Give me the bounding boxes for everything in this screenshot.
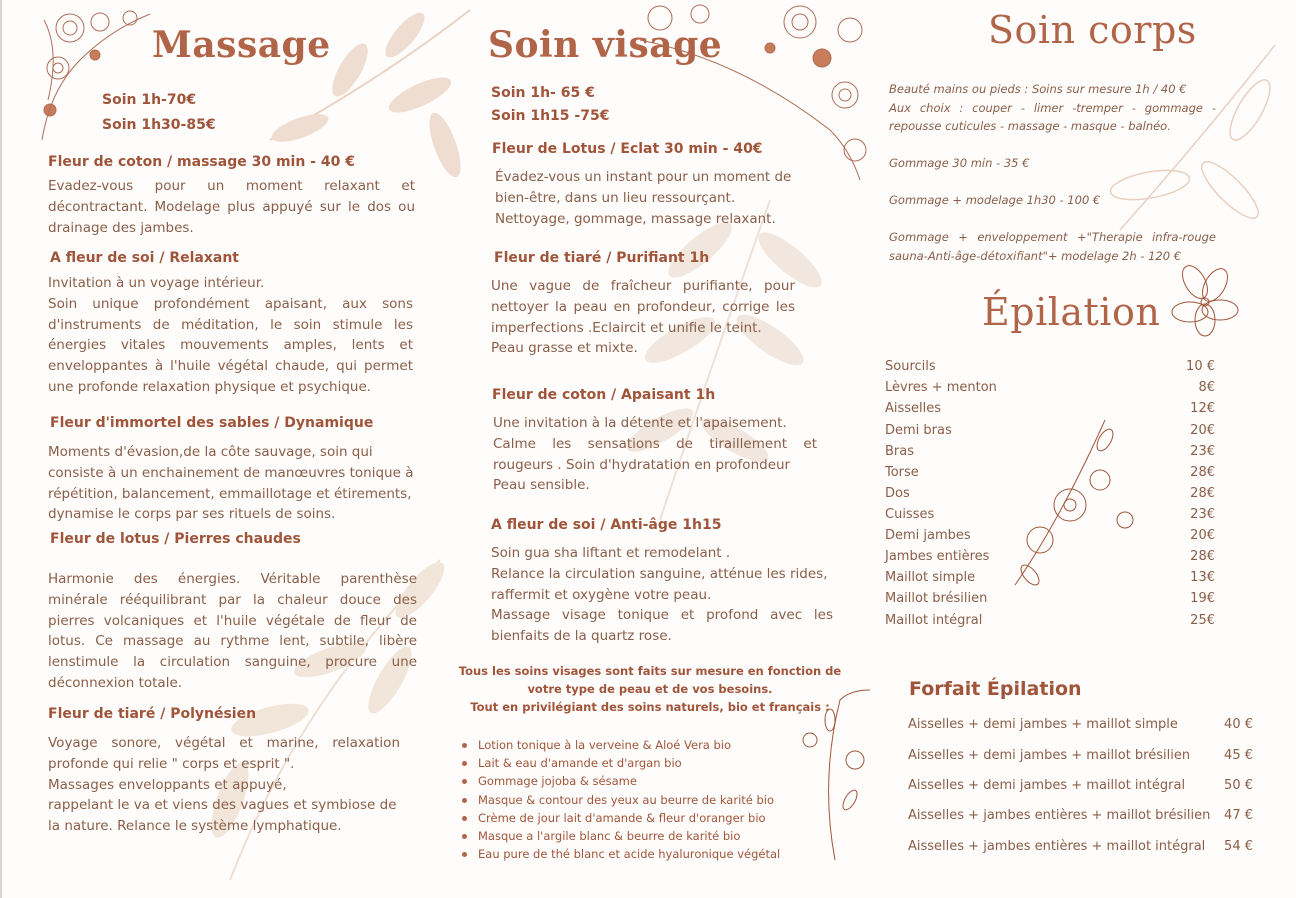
forfait-title: Forfait Épilation xyxy=(909,678,1082,700)
list-item: Masque & contour des yeux au beurre de karité bio xyxy=(460,791,780,809)
table-row: Torse 28€ xyxy=(885,465,1215,480)
corps-text: Beauté mains ou pieds : Soins sur mesure 1h / 40 € Aux choix : couper - limer -tremper - gommage - repousse cuticules - massage - masque - balnéo. Gommage 30 min - 35 € Gommage + modelage 1h30 - 100 € Gommage + enveloppement +"Therapie infra-rouge sauna-Anti-âge-détoxifiant"+ modelage 2h - 120 € xyxy=(889,82,1216,263)
table-row: Lèvres + menton 8€ xyxy=(885,380,1215,395)
flower-icon xyxy=(1172,261,1238,336)
list-item: Eau pure de thé blanc et acide hyaluronique végétal xyxy=(460,845,780,863)
table-row: Aisselles 12€ xyxy=(885,401,1215,416)
visage-section-text: Une vague de fraîcheur purifiante, pour nettoyer la peau en profondeur, corrige les imperfections .Eclaircit et unifie le teint. Peau grasse et mixte. xyxy=(491,278,795,357)
visage-section-title: Fleur de Lotus / Eclat 30 min - 40€ xyxy=(492,141,763,157)
massage-price-1h30: Soin 1h30-85€ xyxy=(102,117,216,133)
massage-price-1h: Soin 1h-70€ xyxy=(102,92,197,108)
list-item: Crème de jour lait d'amande & fleur d'oranger bio xyxy=(460,809,780,827)
table-row: Bras 23€ xyxy=(885,444,1215,459)
massage-section-text: Voyage sonore, végétal et marine, relaxation profonde qui relie " corps et esprit ". Massages enveloppants et appuyé, rappelant le va et viens des vagues et symbiose de la nature. Relance le système lymphatique. xyxy=(48,735,400,835)
visage-note: Tous les soins visages sont faits sur mesure en fonction de votre type de peau et de vos besoins. Tout en privilégiant des soins naturels, bio et français : xyxy=(458,664,842,714)
massage-section-text: Moments d'évasion,de la côte sauvage, soin qui consiste à un enchainement de manœuvres tonique à répétition, balancement, emmaillotage et étirements, dynamise le corps par ses rituels de soins. xyxy=(48,444,414,523)
table-row: Demi bras 20€ xyxy=(885,423,1215,438)
table-row: Dos 28€ xyxy=(885,486,1215,501)
table-row: Maillot simple 13€ xyxy=(885,570,1215,585)
massage-section-text: Evadez-vous pour un moment relaxant et décontractant. Modelage plus appuyé sur le dos ou drainage des jambes. xyxy=(48,178,415,236)
table-row: Demi jambes 20€ xyxy=(885,528,1215,543)
table-row: Jambes entières 28€ xyxy=(885,549,1215,564)
table-row: Aisselles + demi jambes + maillot intégral 50 € xyxy=(908,778,1253,793)
massage-section-title: Fleur de lotus / Pierres chaudes xyxy=(50,531,301,547)
visage-price-1h15: Soin 1h15 -75€ xyxy=(491,108,610,124)
visage-section-title: Fleur de coton / Apaisant 1h xyxy=(492,387,716,403)
visage-section-title: A fleur de soi / Anti-âge 1h15 xyxy=(491,517,722,533)
massage-section-title: Fleur de tiaré / Polynésien xyxy=(48,706,257,722)
massage-section-text: Harmonie des énergies. Véritable parenthèse minérale rééquilibrant par la chaleur douce des pierres volcaniques et l'huile végétale de fleur de lotus. Ce massage au rythme lent, subtile, libère lenstimule la circulation sanguine, procure une déconnexion totale. xyxy=(48,571,417,691)
list-item: Lait & eau d'amande et d'argan bio xyxy=(460,754,780,772)
massage-title: Massage xyxy=(152,24,331,66)
visage-section-title: Fleur de tiaré / Purifiant 1h xyxy=(494,250,710,266)
visage-price-1h: Soin 1h- 65 € xyxy=(491,85,595,101)
list-item: Gommage jojoba & sésame xyxy=(460,772,780,790)
table-row: Maillot intégral 25€ xyxy=(885,613,1215,628)
visage-products-list xyxy=(460,736,780,863)
table-row: Maillot brésilien 19€ xyxy=(885,591,1215,606)
visage-section-text: Évadez-vous un instant pour un moment de bien-être, dans un lieu ressourçant. Nettoyage, gommage, massage relaxant. xyxy=(495,169,792,227)
massage-section-title: A fleur de soi / Relaxant xyxy=(50,250,239,266)
visage-section-text: Soin gua sha liftant et remodelant . Relance la circulation sanguine, atténue les rides, raffermit et oxygène votre peau. Massage visage tonique et profond avec les bienfaits de la quartz rose. xyxy=(491,545,833,645)
corps-title: Soin corps xyxy=(988,8,1197,52)
massage-section-title: Fleur de coton / massage 30 min - 40 € xyxy=(48,154,355,170)
table-row: Sourcils 10 € xyxy=(885,359,1215,374)
list-item: Masque a l'argile blanc & beurre de karité bio xyxy=(460,827,780,845)
table-row: Cuisses 23€ xyxy=(885,507,1215,522)
table-row: Aisselles + jambes entières + maillot intégral 54 € xyxy=(908,839,1253,854)
table-row: Aisselles + demi jambes + maillot simple 40 € xyxy=(908,717,1253,732)
visage-title: Soin visage xyxy=(488,24,723,66)
table-row: Aisselles + demi jambes + maillot brésilien 45 € xyxy=(908,748,1253,763)
massage-section-text: Invitation à un voyage intérieur. Soin unique profondément apaisant, aux sons d'instruments de méditation, le soin stimule les énergies vitales mouvements amples, lents et enveloppantes à l'huile végétal chaude, qui permet une profonde relaxation physique et psychique. xyxy=(48,275,413,395)
table-row: Aisselles + jambes entières + maillot brésilien 47 € xyxy=(908,808,1253,823)
massage-section-title: Fleur d'immortel des sables / Dynamique xyxy=(50,415,374,431)
epilation-title: Épilation xyxy=(982,290,1161,334)
visage-section-text: Une invitation à la détente et l'apaisement. Calme les sensations de tiraillement et rougeurs . Soin d'hydratation en profondeur Peau sensible. xyxy=(493,415,817,494)
list-item: Lotion tonique à la verveine & Aloé Vera bio xyxy=(460,736,780,754)
